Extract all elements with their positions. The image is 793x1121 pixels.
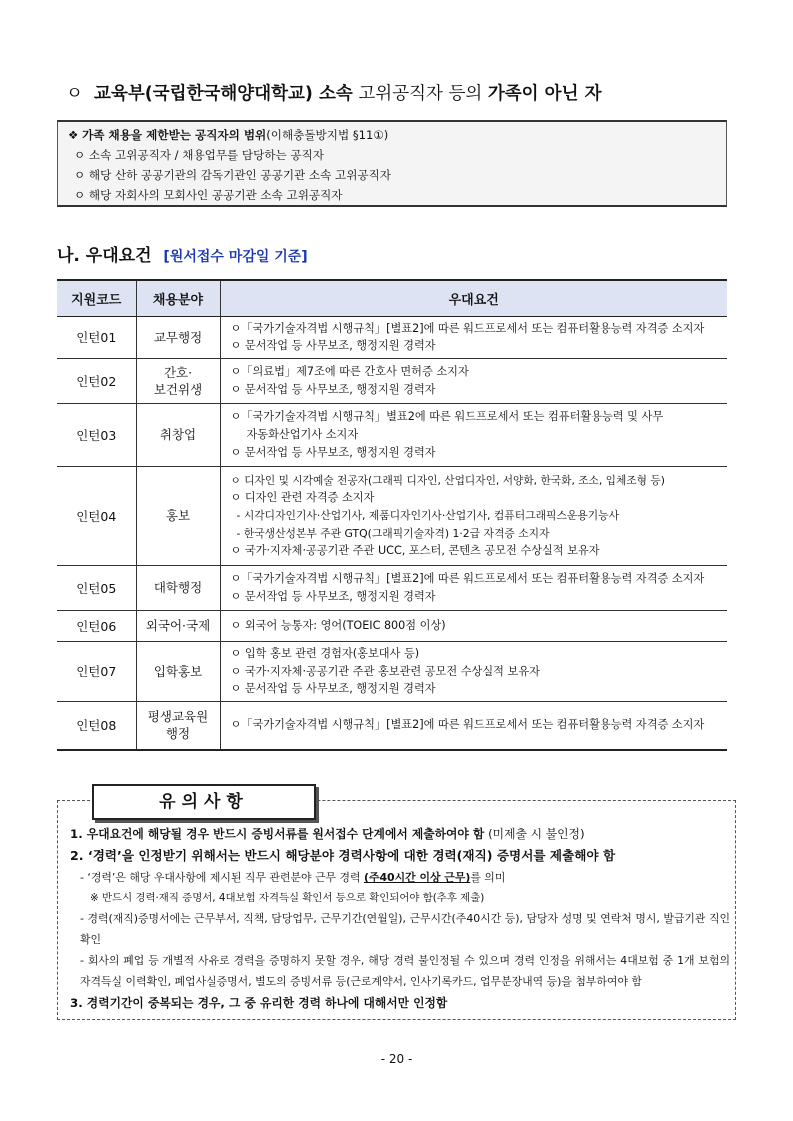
scope-item: ㅇ 해당 산하 공공기관의 감독기관인 공공기관 소속 고위공직자 [74, 168, 391, 182]
notice-body [70, 823, 730, 1014]
notice-item-3: 3. 경력기간이 중복되는 경우, 그 중 유리한 경력 하나에 대해서만 인정함 [70, 996, 448, 1010]
exclusion-bullet: ㅇ [66, 84, 83, 104]
req-line: - 한국생산성본부 주관 GTQ(그래픽기술자격) 1·2급 자격증 소지자 [236, 526, 550, 540]
req-line: ㅇ「의료법」제7조에 따른 간호사 면허증 소지자 [230, 365, 469, 379]
req-line: - 시각디자인기사·산업기사, 제품디자인기사·산업기사, 컴퓨터그래픽스운용기능사 [236, 509, 620, 523]
header-field: 채용분야 [136, 280, 220, 316]
row-code: 인턴02 [57, 358, 136, 403]
row-field-line: 대학행정 [153, 580, 203, 596]
row-code: 인턴08 [57, 702, 136, 750]
table-row [57, 403, 727, 466]
table-row [57, 610, 727, 641]
definition-hours: (주40시간 이상 근무) [363, 871, 471, 884]
scope-item: ㅇ 소속 고위공직자 / 채용업무를 담당하는 공직자 [74, 148, 325, 162]
req-line: ㅇ 문서작업 등 사무보조, 행정지원 경력자 [230, 339, 436, 353]
notice-item-1 [70, 823, 730, 845]
row-code: 인턴01 [57, 316, 136, 358]
diamond-icon: ❖ [68, 128, 79, 142]
req-line: ㅇ 문서작업 등 사무보조, 행정지원 경력자 [230, 682, 436, 696]
row-code: 인턴05 [57, 565, 136, 610]
row-field [136, 466, 220, 565]
scope-title-rest: (이해충돌방지법 §11①) [266, 128, 389, 142]
req-line: ㅇ 문서작업 등 사무보조, 행정지원 경력자 [230, 589, 436, 603]
row-requirements [220, 610, 727, 641]
table-row [57, 316, 727, 358]
req-line: ㅇ「국가기술자격법 시행규칙」별표2에 따른 워드프로세서 또는 컴퓨터활용능력 및 사무 [230, 410, 664, 424]
row-requirements [220, 565, 727, 610]
table-row [57, 565, 727, 610]
row-requirements [220, 403, 727, 466]
row-requirements [220, 466, 727, 565]
row-code: 인턴07 [57, 641, 136, 701]
row-field-line: 행정 [165, 726, 191, 742]
req-line: ㅇ 국가·지자체·공공기관 주관 홍보관련 공모전 수상실적 보유자 [230, 664, 540, 678]
row-field [136, 316, 220, 358]
row-field-line: 간호· [163, 364, 193, 380]
table-row [57, 358, 727, 403]
page-number: - 20 - [380, 1052, 413, 1066]
section-heading [57, 241, 308, 266]
scope-box [57, 120, 727, 207]
notice-item-2-dash-1: - 경력(재직)증명서에는 근무부서, 직책, 담당업무, 근무기간(연월일), 근무시간(주40시간 등), 담당자 성명 및 연락처 명시, 발급기관 직인 확인 [80, 912, 730, 946]
row-requirements [220, 702, 727, 750]
scope-item: ㅇ 해당 자회사의 모회사인 공공기관 소속 고위공직자 [74, 188, 343, 202]
scope-title [68, 125, 716, 145]
row-requirements [220, 358, 727, 403]
table-row [57, 641, 727, 701]
row-field [136, 403, 220, 466]
req-line: ㅇ「국가기술자격법 시행규칙」[별표2]에 따른 워드프로세서 또는 컴퓨터활용능력 자격증 소지자 [230, 718, 705, 732]
row-requirements [220, 316, 727, 358]
scope-title-bold: 가족 채용을 제한받는 공직자의 범위 [82, 128, 267, 142]
exclusion-part3: 가족이 아닌 자 [487, 84, 602, 104]
table-header-row [57, 280, 727, 316]
req-line: 자동화산업기사 소지자 [246, 428, 359, 442]
row-field [136, 358, 220, 403]
req-line: ㅇ 디자인 및 시각예술 전공자(그래픽 디자인, 산업디자인, 서양화, 한국화, 조소, 입체조형 등) [230, 473, 665, 487]
row-field-line: 외국어·국제 [145, 618, 211, 634]
notice-item-1-note: (미제출 시 불인정) [484, 827, 585, 841]
row-code: 인턴04 [57, 466, 136, 565]
row-field [136, 610, 220, 641]
table-row [57, 466, 727, 565]
exclusion-part1: 교육부(국립한국해양대학교) 소속 [94, 84, 353, 104]
row-field-line: 보건위생 [153, 381, 203, 397]
preference-table [57, 279, 727, 751]
req-line: ㅇ 외국어 능통자: 영어(TOEIC 800점 이상) [230, 619, 446, 633]
section-subtitle: [원서접수 마감일 기준] [163, 249, 308, 265]
req-line: ㅇ「국가기술자격법 시행규칙」[별표2]에 따른 워드프로세서 또는 컴퓨터활용능력 자격증 소지자 [230, 572, 705, 586]
row-code: 인턴03 [57, 403, 136, 466]
row-field [136, 702, 220, 750]
row-field [136, 641, 220, 701]
row-field-line: 평생교육원 [147, 709, 209, 725]
notice-item-2-dash-2: - 회사의 폐업 등 개별적 사유로 경력을 증명하지 못할 경우, 해당 경력 불인정될 수 있으며 경력 인정을 위해서는 4대보험 중 1개 보험의 자격득실 이력확인, 폐업사실증명서, 별도의 증빙서류 등(근로계약서, 인사기록카드, 업무분장내역 등)을 첨부하여야 함 [80, 954, 730, 988]
exclusion-heading [66, 80, 602, 105]
definition-text: - ‘경력’은 해당 우대사항에 제시된 직무 관련분야 근무 경력 [80, 871, 364, 884]
row-field-line: 취창업 [159, 427, 197, 443]
row-field [136, 565, 220, 610]
row-field-line: 입학홍보 [153, 663, 203, 679]
row-requirements [220, 641, 727, 701]
section-title: 나. 우대요건 [57, 246, 152, 266]
header-requirements: 우대요건 [220, 280, 727, 316]
header-code: 지원코드 [57, 280, 136, 316]
req-line: ㅇ 디자인 관련 자격증 소지자 [230, 491, 375, 505]
row-field-line: 홍보 [165, 508, 191, 524]
req-line: ㅇ 입학 홍보 관련 경험자(홍보대사 등) [230, 646, 420, 660]
table-row [57, 702, 727, 750]
req-line: ㅇ「국가기술자격법 시행규칙」[별표2]에 따른 워드프로세서 또는 컴퓨터활용능력 자격증 소지자 [230, 321, 705, 335]
notice-item-2-definition [70, 867, 730, 888]
req-line: ㅇ 문서작업 등 사무보조, 행정지원 경력자 [230, 445, 436, 459]
notice-item-2-star: ※ 반드시 경력·재직 증명서, 4대보험 자격득실 확인서 등으로 확인되어야 함(추후 제출) [90, 892, 485, 904]
row-code: 인턴06 [57, 610, 136, 641]
req-line: ㅇ 국가·지자체·공공기관 주관 UCC, 포스터, 콘텐츠 공모전 수상실적 보유자 [230, 544, 600, 558]
notice-title: 유의사항 [92, 784, 316, 820]
exclusion-part2: 고위공직자 등의 [358, 84, 483, 104]
notice-item-2: 2. ‘경력’을 인정받기 위해서는 반드시 해당분야 경력사항에 대한 경력(재직) 증명서를 제출해야 함 [70, 848, 616, 863]
row-field-line: 교무행정 [153, 329, 203, 345]
req-line: ㅇ 문서작업 등 사무보조, 행정지원 경력자 [230, 382, 436, 396]
definition-end: 를 의미 [470, 871, 506, 884]
notice-item-1-text: 1. 우대요건에 해당될 경우 반드시 증빙서류를 원서접수 단계에서 제출하여야 함 [70, 827, 485, 841]
